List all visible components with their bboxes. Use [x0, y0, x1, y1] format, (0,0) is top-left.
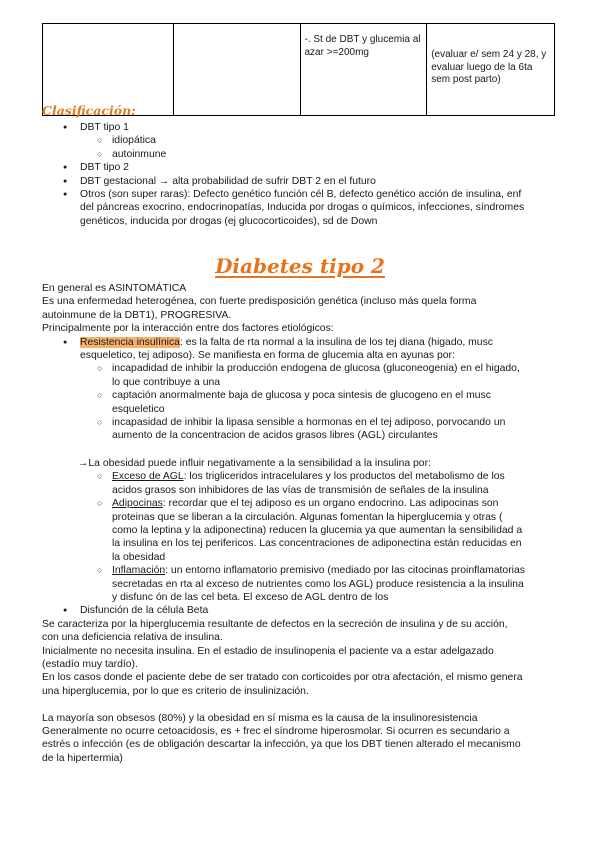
list-subitem-continuation: y disfunc ón de las cel beta. El exceso de AGL dentro de los: [112, 591, 389, 603]
paragraph-line: En los casos donde el paciente debe de ser tratado con corticoides por otra afectación, el mismo genera: [42, 672, 523, 684]
section-title-text: Diabetes tipo 2: [215, 254, 385, 278]
list-item-otros-line: genéticos, inducida por drogas (ej glucocorticoides), sd de Down: [80, 215, 378, 227]
list-subitem-continuation: aumento de la concentracion de acidos grasos libres (AGL) circulantes: [112, 430, 438, 442]
dbt2-body: [42, 282, 562, 765]
list-subitem-continuation: esqueletico: [112, 403, 165, 415]
list-item-disfuncion-beta: ● Disfunción de la célula Beta: [42, 604, 562, 617]
list-subitem-continuation: la insulina en los tej perifericos. Las concentraciones de adiponectina están reducidas en: [112, 538, 522, 550]
intro-line: Es una enfermedad heterogénea, con fuerte predisposición genética (incluso más quela forma: [42, 296, 477, 308]
paragraph-line: Se caracteriza por la hiperglucemia resultante de defectos en la secreción de insulina y de su acción,: [42, 618, 508, 630]
paragraph-line: La mayoría son obsesos (80%) y la obesidad en sí misma es la causa de la insulinoresistencia: [42, 712, 478, 724]
exceso-agl-label: Exceso de AGL: [112, 471, 184, 483]
inflamacion-text: : un entorno inflamatorio premisivo (mediado por las citocinas proinflamatorias: [165, 565, 525, 577]
list-subitem-continuation: lo que contribuye a una: [112, 376, 221, 388]
paragraph-line: Inicialmente no necesita insulina. En el estadio de insulinopenia el paciente va a estar adelgazado: [42, 645, 494, 657]
paragraph-line: con una deficiencia relativa de insulina.: [42, 632, 223, 644]
table-cell-empty-2: [173, 24, 300, 116]
intro-line: Principalmente por la interacción entre dos factores etiológicos:: [42, 323, 334, 335]
list-subitem-continuation: acidos grasos son inhibidores de las vías de transmisión de señales de la insulina: [112, 484, 489, 496]
list-subitem-captacion: ○ captación anormalmente baja de glucosa y poca sintesis de glucogeno en el musc: [42, 389, 562, 402]
paragraph-line: (estadío muy tardío).: [42, 658, 138, 670]
list-subitem-continuation: la obesidad: [112, 551, 166, 563]
inflamacion-label: Inflamación: [112, 565, 166, 577]
clasificacion-list: [42, 121, 562, 228]
list-subitem-continuation: proteinas que se liberan a la circulación. Algunas fomentan la hiperglucemia y otras (: [112, 511, 503, 523]
paragraph-line: Generalmente no ocurre cetoacidosis, es + frec el síndrome hiperosmolar. Si ocurren es secundario a: [42, 725, 510, 737]
list-subitem-exceso-agl: [42, 470, 562, 483]
paragraph-line: una hiperglucemia, por lo que es criterio de insulinización.: [42, 685, 309, 697]
intro-line: En general es ASINTOMÁTICA: [42, 283, 187, 294]
list-item-dbt-tipo2: ● DBT tipo 2: [42, 161, 562, 174]
list-item-continuation: esqueletico, tej adiposo). Se manifiesta en forma de glucemia alta en ayunas por:: [80, 350, 455, 362]
exceso-agl-text: : los trigliceridos intracelulares y los productos del metabolismo de los: [183, 471, 505, 483]
paragraph-line: de la hipertermia): [42, 752, 123, 764]
list-item-otros: ● Otros (son super raras): Defecto genético función cél B, defecto genético acción de insulina, enf: [42, 188, 562, 201]
table-cell-evaluation: (evaluar e/ sem 24 y 28, y evaluar luego de la 6ta sem post parto): [427, 24, 555, 116]
list-item-dbt-gestacional: ● DBT gestacional → alta probabilidad de sufrir DBT 2 en el futuro: [42, 175, 562, 188]
list-subitem-idiopatica: ○ idiopática: [42, 134, 562, 147]
adipocinas-text: : recordar que el tej adiposo es un organo endocrino. Las adipocinas son: [162, 498, 499, 510]
paragraph-gap: [42, 698, 562, 711]
table-cell-glucemia: -. St de DBT y glucemia al azar >=200mg: [300, 24, 427, 116]
adipocinas-label: Adipocinas: [112, 498, 163, 510]
list-subitem-continuation: secretadas en rta al exceso de nutrientes como los AGL) produce resistencia a la insulina: [112, 578, 524, 590]
clasificacion-heading: Clasificación:: [42, 103, 136, 118]
list-subitem-adipocinas: [42, 497, 562, 510]
list-subitem-inflamacion: [42, 564, 562, 577]
list-item-dbt-tipo1: ● DBT tipo 1: [42, 121, 562, 134]
list-subitem-lipasa: ○ incapasidad de inhibir la lipasa sensible a hormonas en el tej adiposo, porvocando un: [42, 416, 562, 429]
list-subitem-autoinmune: ○ autoinmune: [42, 148, 562, 161]
resistencia-text: : es la falta de rta normal a la insulina de los tej diana (higado, musc: [179, 336, 493, 348]
intro-line: autoinmune de la DBT1), PROGRESIVA.: [42, 309, 232, 321]
highlight-resistencia-label: Resistencia insulínica: [80, 336, 180, 348]
paragraph-line: estrés o infección (es de obligación descartar la infección, ya que los DBT tienen alterado el mecanismo: [42, 739, 521, 751]
list-item-resistencia: [42, 336, 562, 349]
table-cell-empty-1: [43, 24, 174, 116]
section-title-dbt2: [0, 254, 600, 278]
list-subitem-continuation: como la leptina y la adiponectina) reducen la glucemia ya que aumentan la sensibilidad a: [112, 524, 523, 536]
list-subitem-gluconeogenia: ○ incapadidad de inhibir la producción endogena de glucosa (gluconeogenia) en el higado,: [42, 362, 562, 375]
list-item-otros-line: del páncreas exocrino, endocrinopatías, Inducida por drogas o químicos, infecciones, síndromes: [80, 202, 525, 214]
obesidad-line: →La obesidad puede influir negativamente a la sensibilidad a la insulina por:: [78, 457, 431, 469]
table-row: [43, 24, 555, 116]
